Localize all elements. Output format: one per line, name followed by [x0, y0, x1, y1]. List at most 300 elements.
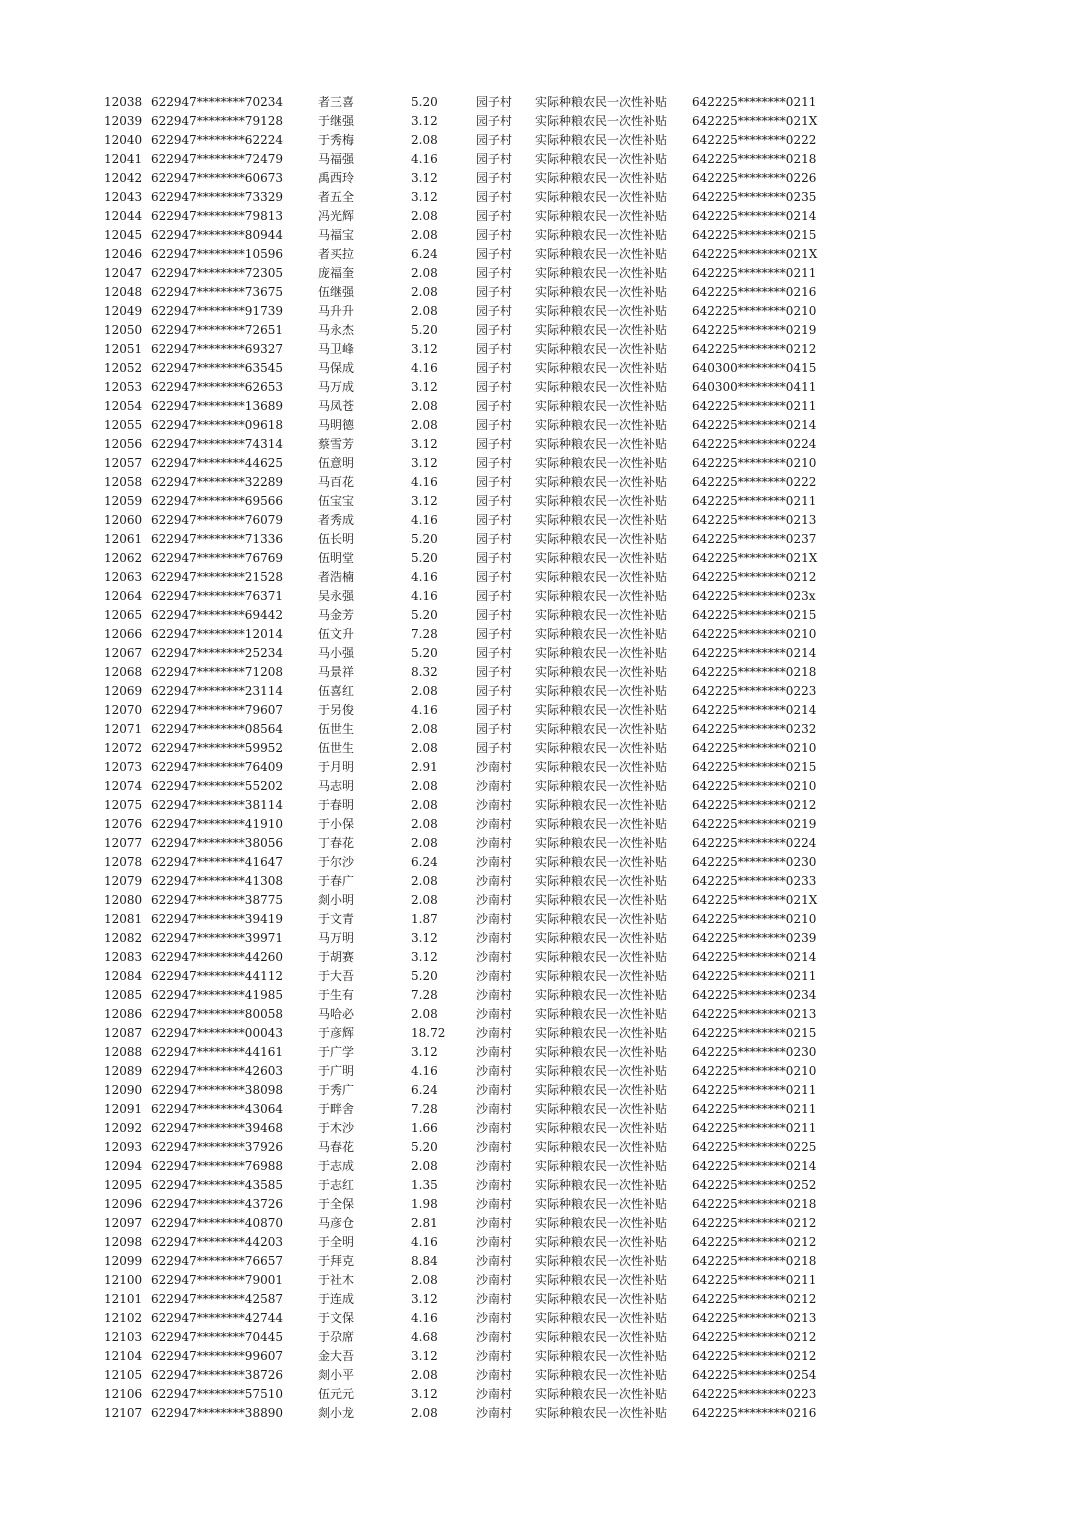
village-name: 沙南村 [476, 931, 513, 945]
village-name: 沙南村 [476, 798, 513, 812]
id-number: 642225********0223 [692, 684, 817, 698]
subsidy-type: 实际种粮农民一次性补贴 [535, 931, 668, 945]
village-name: 沙南村 [476, 1387, 513, 1401]
subsidy-type: 实际种粮农民一次性补贴 [535, 418, 668, 432]
subsidy-amount: 2.08 [411, 836, 438, 850]
bank-card-number: 622947********76657 [151, 1254, 283, 1268]
subsidy-type: 实际种粮农民一次性补贴 [535, 1083, 668, 1097]
table-row [0, 112, 1074, 131]
farmer-name: 伍世生 [318, 722, 355, 736]
subsidy-amount: 2.08 [411, 399, 438, 413]
bank-card-number: 622947********80058 [151, 1007, 283, 1021]
subsidy-type: 实际种粮农民一次性补贴 [535, 475, 668, 489]
subsidy-amount: 7.28 [411, 627, 438, 641]
subsidy-amount: 2.08 [411, 418, 438, 432]
row-number: 12104 [104, 1349, 143, 1363]
bank-card-number: 622947********70445 [151, 1330, 283, 1344]
village-name: 沙南村 [476, 1102, 513, 1116]
bank-card-number: 622947********59952 [151, 741, 283, 755]
subsidy-type: 实际种粮农民一次性补贴 [535, 1007, 668, 1021]
row-number: 12076 [104, 817, 143, 831]
village-name: 沙南村 [476, 760, 513, 774]
table-row [0, 321, 1074, 340]
table-row [0, 1328, 1074, 1347]
row-number: 12073 [104, 760, 143, 774]
farmer-name: 伍世生 [318, 741, 355, 755]
subsidy-amount: 2.08 [411, 133, 438, 147]
subsidy-amount: 5.20 [411, 551, 438, 565]
table-row [0, 1404, 1074, 1423]
farmer-name: 者买拉 [318, 247, 355, 261]
subsidy-type: 实际种粮农民一次性补贴 [535, 665, 668, 679]
village-name: 沙南村 [476, 1007, 513, 1021]
subsidy-amount: 3.12 [411, 931, 438, 945]
village-name: 园子村 [476, 342, 513, 356]
row-number: 12082 [104, 931, 143, 945]
subsidy-type: 实际种粮农民一次性补贴 [535, 608, 668, 622]
id-number: 642225********0234 [692, 988, 817, 1002]
subsidy-amount: 2.08 [411, 1159, 438, 1173]
subsidy-type: 实际种粮农民一次性补贴 [535, 1140, 668, 1154]
village-name: 园子村 [476, 114, 513, 128]
subsidy-amount: 2.08 [411, 798, 438, 812]
table-row [0, 682, 1074, 701]
village-name: 园子村 [476, 475, 513, 489]
table-row [0, 226, 1074, 245]
village-name: 沙南村 [476, 969, 513, 983]
id-number: 642225********0213 [692, 513, 817, 527]
subsidy-amount: 2.08 [411, 1273, 438, 1287]
farmer-name: 于尔沙 [318, 855, 355, 869]
row-number: 12066 [104, 627, 143, 641]
subsidy-amount: 3.12 [411, 190, 438, 204]
id-number: 642225********0218 [692, 1254, 817, 1268]
bank-card-number: 622947********69566 [151, 494, 283, 508]
subsidy-amount: 3.12 [411, 1045, 438, 1059]
bank-card-number: 622947********69442 [151, 608, 283, 622]
id-number: 642225********0210 [692, 304, 817, 318]
village-name: 沙南村 [476, 1292, 513, 1306]
table-row [0, 1005, 1074, 1024]
farmer-name: 于文保 [318, 1311, 355, 1325]
row-number: 12100 [104, 1273, 143, 1287]
row-number: 12040 [104, 133, 143, 147]
subsidy-type: 实际种粮农民一次性补贴 [535, 760, 668, 774]
farmer-name: 于秀梅 [318, 133, 355, 147]
farmer-name: 马福强 [318, 152, 355, 166]
farmer-name: 伍长明 [318, 532, 355, 546]
bank-card-number: 622947********13689 [151, 399, 283, 413]
id-number: 642225********023x [692, 589, 816, 603]
bank-card-number: 622947********73675 [151, 285, 283, 299]
table-row [0, 1309, 1074, 1328]
farmer-name: 于小保 [318, 817, 355, 831]
table-row [0, 663, 1074, 682]
village-name: 园子村 [476, 741, 513, 755]
subsidy-type: 实际种粮农民一次性补贴 [535, 323, 668, 337]
row-number: 12090 [104, 1083, 143, 1097]
subsidy-type: 实际种粮农民一次性补贴 [535, 247, 668, 261]
farmer-name: 于胡赛 [318, 950, 355, 964]
row-number: 12064 [104, 589, 143, 603]
table-row [0, 492, 1074, 511]
id-number: 642225********0212 [692, 1330, 817, 1344]
village-name: 园子村 [476, 551, 513, 565]
row-number: 12088 [104, 1045, 143, 1059]
bank-card-number: 622947********41910 [151, 817, 283, 831]
farmer-name: 于全明 [318, 1235, 355, 1249]
id-number: 642225********021X [692, 893, 818, 907]
row-number: 12046 [104, 247, 143, 261]
village-name: 沙南村 [476, 912, 513, 926]
subsidy-type: 实际种粮农民一次性补贴 [535, 836, 668, 850]
bank-card-number: 622947********21528 [151, 570, 283, 584]
id-number: 642225********0214 [692, 209, 817, 223]
subsidy-type: 实际种粮农民一次性补贴 [535, 1406, 668, 1420]
id-number: 642225********0210 [692, 779, 817, 793]
table-row [0, 815, 1074, 834]
bank-card-number: 622947********80944 [151, 228, 283, 242]
table-row [0, 644, 1074, 663]
farmer-name: 于继强 [318, 114, 355, 128]
farmer-name: 于月明 [318, 760, 355, 774]
id-number: 642225********0222 [692, 133, 817, 147]
farmer-name: 马小强 [318, 646, 355, 660]
id-number: 640300********0415 [692, 361, 817, 375]
subsidy-amount: 7.28 [411, 1102, 438, 1116]
table-row [0, 473, 1074, 492]
subsidy-amount: 3.12 [411, 342, 438, 356]
row-number: 12080 [104, 893, 143, 907]
id-number: 642225********0211 [692, 1083, 817, 1097]
farmer-name: 于尕席 [318, 1330, 355, 1344]
row-number: 12092 [104, 1121, 143, 1135]
bank-card-number: 622947********08564 [151, 722, 283, 736]
bank-card-number: 622947********39971 [151, 931, 283, 945]
id-number: 642225********0218 [692, 152, 817, 166]
table-row [0, 1157, 1074, 1176]
bank-card-number: 622947********72479 [151, 152, 283, 166]
farmer-name: 马卫峰 [318, 342, 355, 356]
id-number: 642225********0235 [692, 190, 817, 204]
village-name: 园子村 [476, 627, 513, 641]
table-row [0, 606, 1074, 625]
bank-card-number: 622947********43585 [151, 1178, 283, 1192]
row-number: 12042 [104, 171, 143, 185]
row-number: 12084 [104, 969, 143, 983]
row-number: 12048 [104, 285, 143, 299]
subsidy-amount: 2.08 [411, 722, 438, 736]
row-number: 12057 [104, 456, 143, 470]
subsidy-amount: 18.72 [411, 1026, 446, 1040]
farmer-name: 马升升 [318, 304, 355, 318]
row-number: 12089 [104, 1064, 143, 1078]
table-row [0, 568, 1074, 587]
subsidy-amount: 6.24 [411, 1083, 438, 1097]
farmer-name: 伍文升 [318, 627, 355, 641]
id-number: 642225********0211 [692, 1273, 817, 1287]
subsidy-type: 实际种粮农民一次性补贴 [535, 114, 668, 128]
subsidy-type: 实际种粮农民一次性补贴 [535, 1159, 668, 1173]
table-row [0, 207, 1074, 226]
farmer-name: 马景祥 [318, 665, 355, 679]
village-name: 园子村 [476, 95, 513, 109]
village-name: 沙南村 [476, 950, 513, 964]
table-row [0, 910, 1074, 929]
village-name: 沙南村 [476, 1178, 513, 1192]
table-row [0, 264, 1074, 283]
id-number: 642225********0214 [692, 646, 817, 660]
subsidy-amount: 2.08 [411, 1007, 438, 1021]
bank-card-number: 622947********76988 [151, 1159, 283, 1173]
farmer-name: 于志红 [318, 1178, 355, 1192]
id-number: 642225********0214 [692, 950, 817, 964]
village-name: 园子村 [476, 399, 513, 413]
id-number: 642225********0210 [692, 456, 817, 470]
row-number: 12078 [104, 855, 143, 869]
row-number: 12102 [104, 1311, 143, 1325]
id-number: 642225********0225 [692, 1140, 817, 1154]
table-row [0, 625, 1074, 644]
row-number: 12077 [104, 836, 143, 850]
bank-card-number: 622947********41308 [151, 874, 283, 888]
village-name: 沙南村 [476, 1140, 513, 1154]
table-row [0, 454, 1074, 473]
village-name: 沙南村 [476, 1406, 513, 1420]
subsidy-type: 实际种粮农民一次性补贴 [535, 589, 668, 603]
subsidy-type: 实际种粮农民一次性补贴 [535, 684, 668, 698]
table-row [0, 758, 1074, 777]
subsidy-type: 实际种粮农民一次性补贴 [535, 817, 668, 831]
bank-card-number: 622947********12014 [151, 627, 283, 641]
village-name: 园子村 [476, 684, 513, 698]
subsidy-type: 实际种粮农民一次性补贴 [535, 285, 668, 299]
subsidy-type: 实际种粮农民一次性补贴 [535, 1273, 668, 1287]
subsidy-type: 实际种粮农民一次性补贴 [535, 494, 668, 508]
id-number: 642225********0212 [692, 1292, 817, 1306]
bank-card-number: 622947********57510 [151, 1387, 283, 1401]
village-name: 沙南村 [476, 1064, 513, 1078]
table-row [0, 1062, 1074, 1081]
village-name: 沙南村 [476, 1368, 513, 1382]
id-number: 642225********0224 [692, 437, 817, 451]
farmer-name: 马金芳 [318, 608, 355, 622]
subsidy-amount: 8.84 [411, 1254, 438, 1268]
farmer-name: 禹西玲 [318, 171, 355, 185]
bank-card-number: 622947********79128 [151, 114, 283, 128]
subsidy-amount: 5.20 [411, 532, 438, 546]
id-number: 642225********0212 [692, 570, 817, 584]
bank-card-number: 622947********44203 [151, 1235, 283, 1249]
subsidy-type: 实际种粮农民一次性补贴 [535, 969, 668, 983]
subsidy-amount: 7.28 [411, 988, 438, 1002]
id-number: 642225********0216 [692, 1406, 817, 1420]
subsidy-amount: 2.08 [411, 874, 438, 888]
row-number: 12094 [104, 1159, 143, 1173]
subsidy-type: 实际种粮农民一次性补贴 [535, 722, 668, 736]
subsidy-type: 实际种粮农民一次性补贴 [535, 1292, 668, 1306]
bank-card-number: 622947********10596 [151, 247, 283, 261]
bank-card-number: 622947********74314 [151, 437, 283, 451]
subsidy-type: 实际种粮农民一次性补贴 [535, 570, 668, 584]
farmer-name: 马志明 [318, 779, 355, 793]
row-number: 12079 [104, 874, 143, 888]
table-row [0, 948, 1074, 967]
village-name: 沙南村 [476, 1311, 513, 1325]
subsidy-amount: 1.98 [411, 1197, 438, 1211]
subsidy-amount: 5.20 [411, 969, 438, 983]
table-row [0, 1271, 1074, 1290]
table-row [0, 929, 1074, 948]
table-row [0, 720, 1074, 739]
table-row [0, 511, 1074, 530]
farmer-name: 马彦仓 [318, 1216, 355, 1230]
village-name: 沙南村 [476, 1083, 513, 1097]
id-number: 642225********0230 [692, 1045, 817, 1059]
row-number: 12098 [104, 1235, 143, 1249]
farmer-name: 者浩楠 [318, 570, 355, 584]
village-name: 沙南村 [476, 1273, 513, 1287]
table-row [0, 359, 1074, 378]
table-row [0, 1176, 1074, 1195]
bank-card-number: 622947********42587 [151, 1292, 283, 1306]
subsidy-type: 实际种粮农民一次性补贴 [535, 1311, 668, 1325]
farmer-name: 庞福奎 [318, 266, 355, 280]
bank-card-number: 622947********43726 [151, 1197, 283, 1211]
bank-card-number: 622947********32289 [151, 475, 283, 489]
bank-card-number: 622947********38098 [151, 1083, 283, 1097]
bank-card-number: 622947********76371 [151, 589, 283, 603]
village-name: 园子村 [476, 703, 513, 717]
subsidy-amount: 3.12 [411, 171, 438, 185]
village-name: 园子村 [476, 513, 513, 527]
subsidy-amount: 2.91 [411, 760, 438, 774]
subsidy-amount: 5.20 [411, 1140, 438, 1154]
id-number: 642225********0212 [692, 1349, 817, 1363]
village-name: 园子村 [476, 228, 513, 242]
table-row [0, 150, 1074, 169]
id-number: 642225********0212 [692, 798, 817, 812]
row-number: 12054 [104, 399, 143, 413]
bank-card-number: 622947********38890 [151, 1406, 283, 1420]
village-name: 园子村 [476, 437, 513, 451]
row-number: 12083 [104, 950, 143, 964]
table-row [0, 872, 1074, 891]
village-name: 园子村 [476, 646, 513, 660]
subsidy-type: 实际种粮农民一次性补贴 [535, 1330, 668, 1344]
farmer-name: 伍明堂 [318, 551, 355, 565]
table-row [0, 1290, 1074, 1309]
table-row [0, 188, 1074, 207]
subsidy-amount: 3.12 [411, 456, 438, 470]
table-row [0, 93, 1074, 112]
bank-card-number: 622947********41985 [151, 988, 283, 1002]
subsidy-amount: 1.35 [411, 1178, 438, 1192]
subsidy-type: 实际种粮农民一次性补贴 [535, 380, 668, 394]
bank-card-number: 622947********99607 [151, 1349, 283, 1363]
bank-card-number: 622947********40870 [151, 1216, 283, 1230]
subsidy-type: 实际种粮农民一次性补贴 [535, 893, 668, 907]
subsidy-type: 实际种粮农民一次性补贴 [535, 209, 668, 223]
row-number: 12107 [104, 1406, 143, 1420]
bank-card-number: 622947********70234 [151, 95, 283, 109]
bank-card-number: 622947********79607 [151, 703, 283, 717]
farmer-name: 蔡雪芳 [318, 437, 355, 451]
village-name: 沙南村 [476, 1045, 513, 1059]
village-name: 沙南村 [476, 1026, 513, 1040]
subsidy-amount: 4.16 [411, 589, 438, 603]
id-number: 642225********021X [692, 551, 818, 565]
village-name: 园子村 [476, 608, 513, 622]
row-number: 12072 [104, 741, 143, 755]
bank-card-number: 622947********44112 [151, 969, 283, 983]
table-row [0, 1024, 1074, 1043]
id-number: 642225********0211 [692, 266, 817, 280]
village-name: 园子村 [476, 304, 513, 318]
id-number: 642225********0214 [692, 1159, 817, 1173]
bank-card-number: 622947********69327 [151, 342, 283, 356]
id-number: 642225********0237 [692, 532, 817, 546]
farmer-name: 于木沙 [318, 1121, 355, 1135]
subsidy-type: 实际种粮农民一次性补贴 [535, 1254, 668, 1268]
subsidy-amount: 5.20 [411, 646, 438, 660]
farmer-name: 马福宝 [318, 228, 355, 242]
village-name: 沙南村 [476, 855, 513, 869]
subsidy-amount: 3.12 [411, 437, 438, 451]
village-name: 园子村 [476, 190, 513, 204]
village-name: 园子村 [476, 418, 513, 432]
row-number: 12085 [104, 988, 143, 1002]
farmer-name: 于拜克 [318, 1254, 355, 1268]
farmer-name: 伍意明 [318, 456, 355, 470]
farmer-name: 于另俊 [318, 703, 355, 717]
id-number: 642225********0213 [692, 1311, 817, 1325]
subsidy-amount: 6.24 [411, 855, 438, 869]
id-number: 642225********0224 [692, 836, 817, 850]
subsidy-amount: 4.68 [411, 1330, 438, 1344]
village-name: 园子村 [476, 532, 513, 546]
id-number: 642225********0254 [692, 1368, 817, 1382]
bank-card-number: 622947********43064 [151, 1102, 283, 1116]
subsidy-amount: 4.16 [411, 1064, 438, 1078]
row-number: 12103 [104, 1330, 143, 1344]
village-name: 沙南村 [476, 988, 513, 1002]
subsidy-type: 实际种粮农民一次性补贴 [535, 228, 668, 242]
id-number: 642225********0215 [692, 228, 817, 242]
id-number: 642225********0214 [692, 703, 817, 717]
id-number: 642225********0212 [692, 1235, 817, 1249]
farmer-name: 于广明 [318, 1064, 355, 1078]
row-number: 12086 [104, 1007, 143, 1021]
id-number: 642225********0210 [692, 912, 817, 926]
table-row [0, 1081, 1074, 1100]
id-number: 642225********0216 [692, 285, 817, 299]
subsidy-type: 实际种粮农民一次性补贴 [535, 1178, 668, 1192]
subsidy-type: 实际种粮农民一次性补贴 [535, 1349, 668, 1363]
table-row [0, 834, 1074, 853]
village-name: 园子村 [476, 570, 513, 584]
subsidy-type: 实际种粮农民一次性补贴 [535, 1387, 668, 1401]
row-number: 12060 [104, 513, 143, 527]
subsidy-amount: 5.20 [411, 608, 438, 622]
farmer-name: 伍继强 [318, 285, 355, 299]
table-row [0, 397, 1074, 416]
subsidy-amount: 2.08 [411, 741, 438, 755]
farmer-name: 马明德 [318, 418, 355, 432]
row-number: 12075 [104, 798, 143, 812]
row-number: 12047 [104, 266, 143, 280]
subsidy-amount: 4.16 [411, 475, 438, 489]
